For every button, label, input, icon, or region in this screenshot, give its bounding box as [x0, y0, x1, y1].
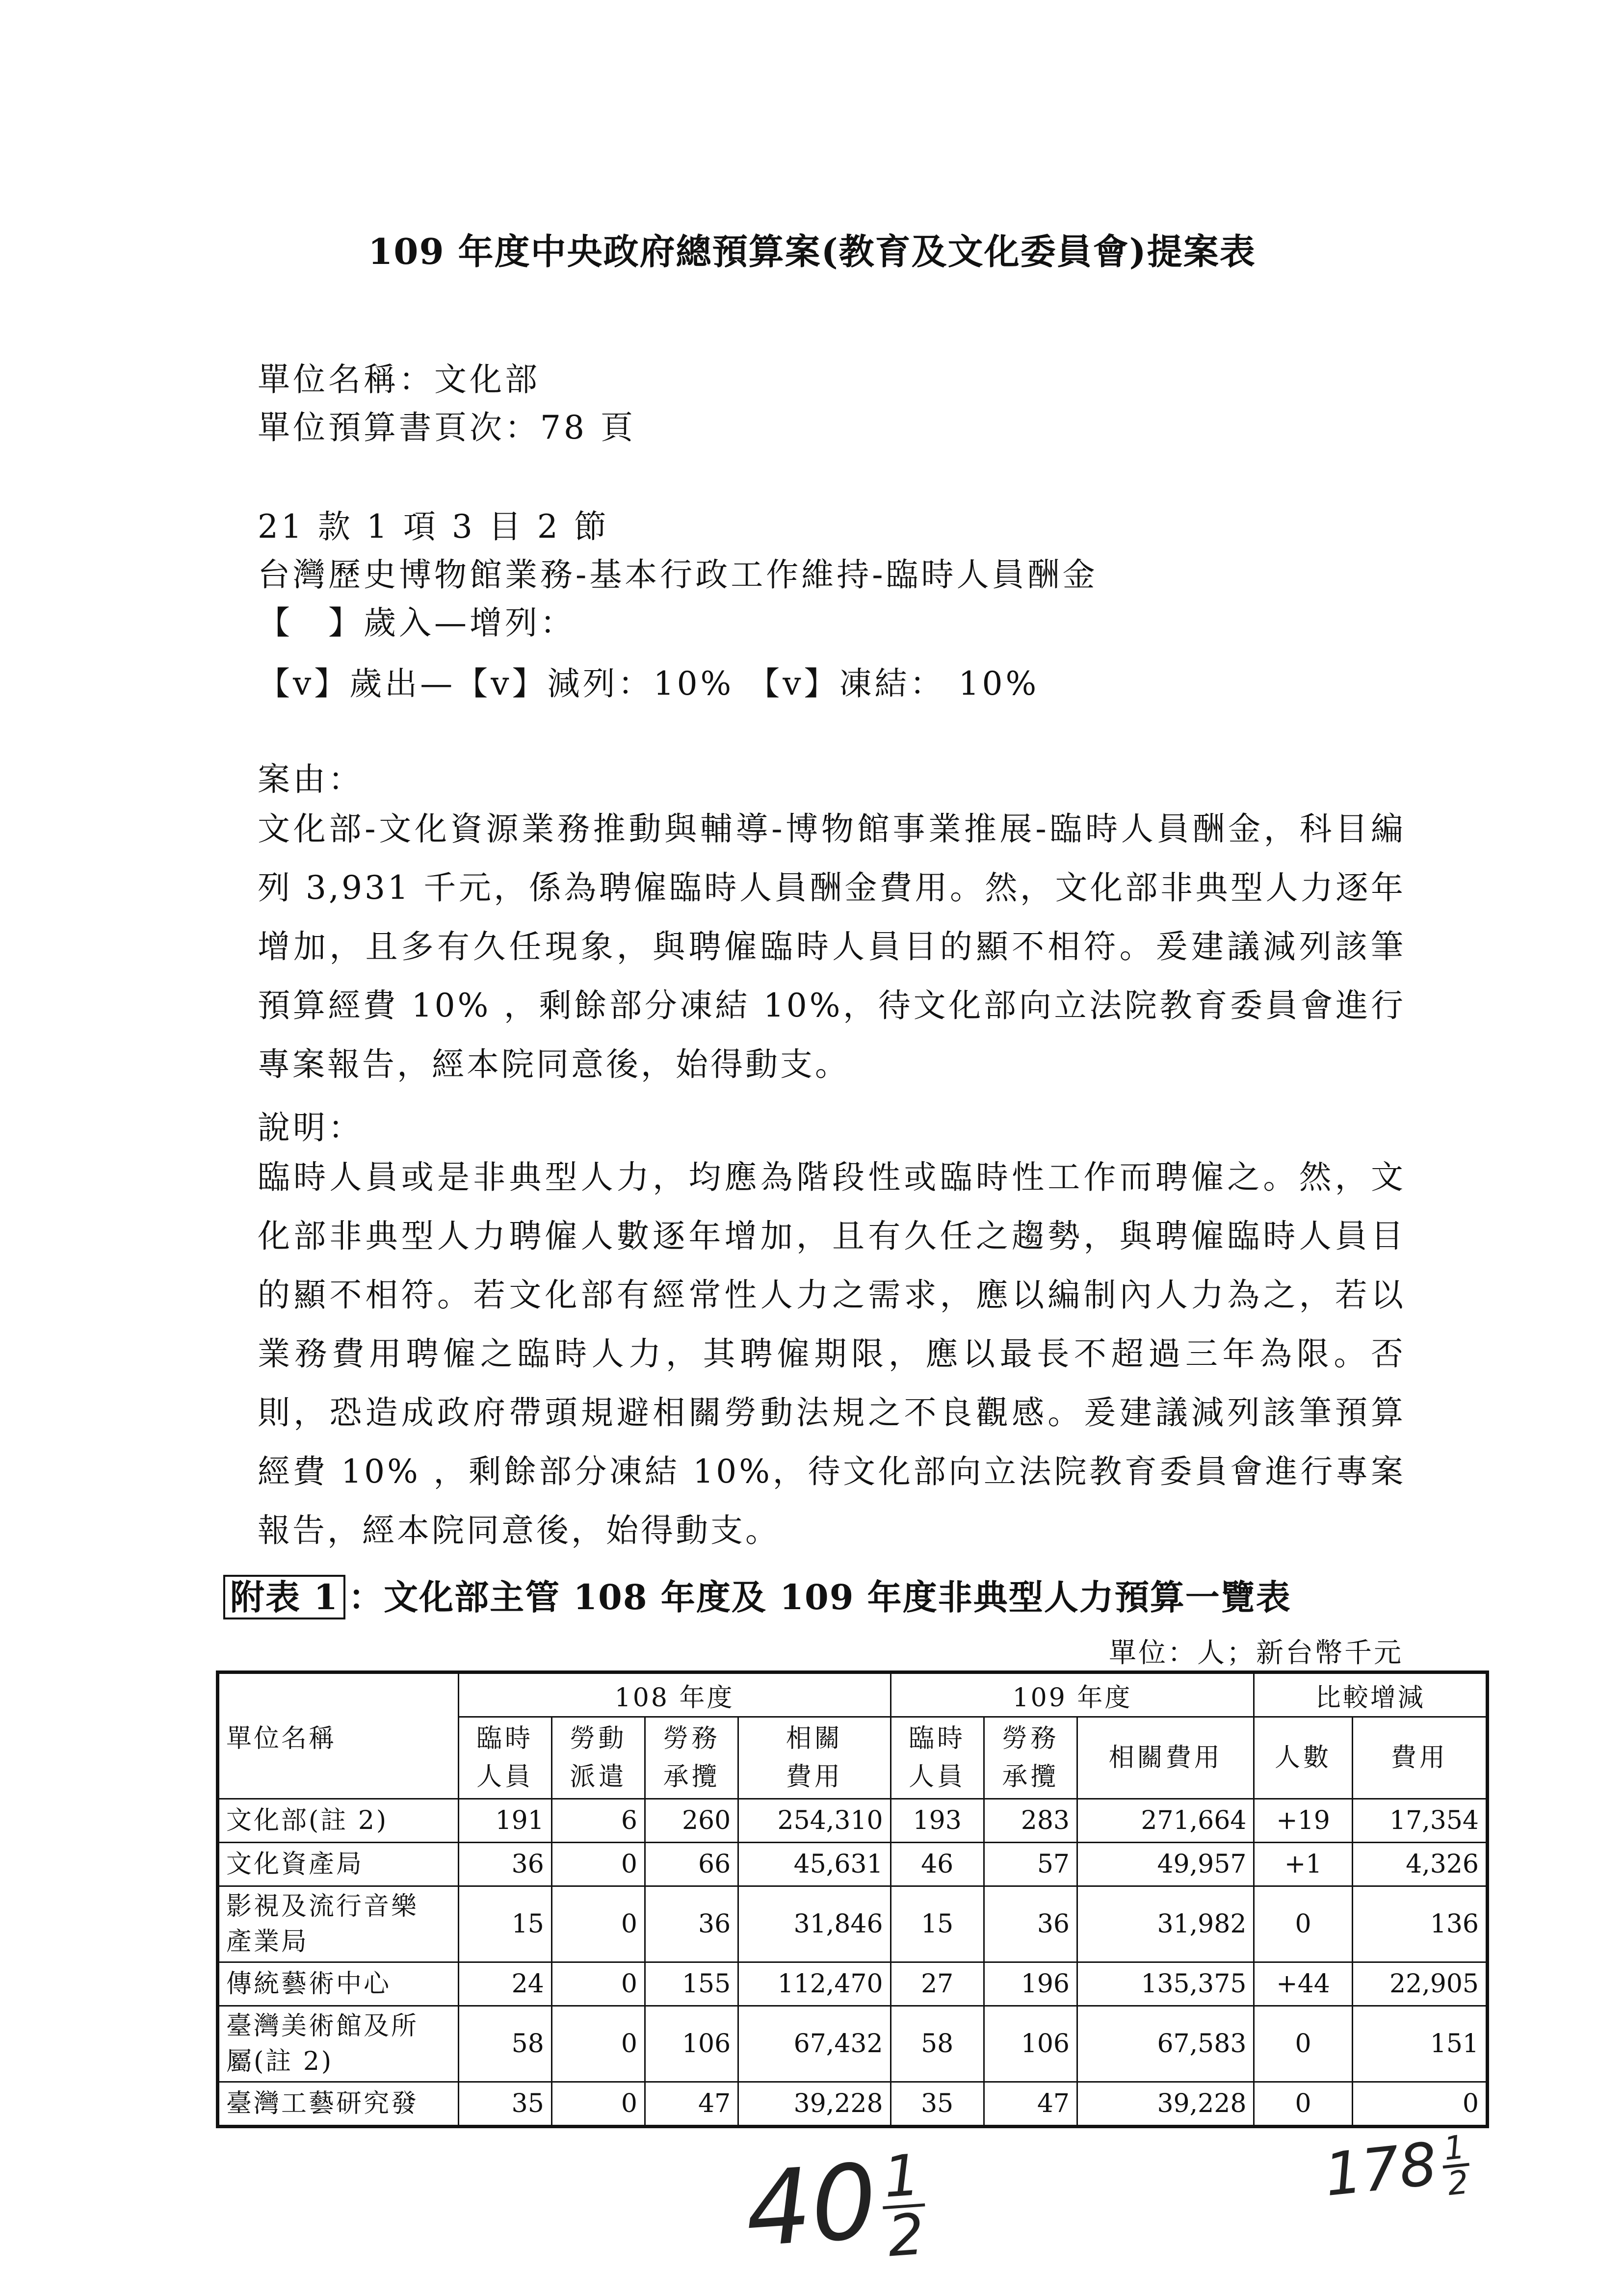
- table-row: [218, 1886, 1488, 1962]
- cell-related-108: 67,432: [738, 2006, 891, 2082]
- cell-diff-cost: 22,905: [1352, 1962, 1487, 2006]
- cell-temp-108: 191: [458, 1799, 551, 1843]
- header-diff: 比較增減: [1254, 1672, 1488, 1717]
- handwritten-side-number-whole: 178: [1321, 2130, 1441, 2210]
- cell-diff-cost: 0: [1352, 2082, 1487, 2127]
- cell-temp-109: 46: [891, 1843, 984, 1886]
- table-caption-text: ：文化部主管 108 年度及 109 年度非典型人力預算一覽表: [348, 1577, 1291, 1618]
- header-related-108: 相關 費用: [738, 1717, 891, 1799]
- handwritten-side-number: [1321, 2127, 1473, 2213]
- header-cost: 費用: [1352, 1717, 1487, 1799]
- handwritten-side-fraction-num: 1: [1440, 2131, 1469, 2168]
- cell-outsource-109: 106: [984, 2006, 1077, 2082]
- handwritten-page-fraction-num: 1: [879, 2147, 925, 2209]
- cell-diff-cost: 136: [1352, 1886, 1487, 1962]
- table-row: [218, 2006, 1488, 2082]
- cell-related-109: 39,228: [1077, 2082, 1254, 2127]
- cell-related-109: 31,982: [1077, 1886, 1254, 1962]
- row-unit-name: 影視及流行音樂 產業局: [218, 1886, 459, 1962]
- unit-name-line: 單位名稱：文化部: [258, 361, 540, 398]
- table-row: [218, 1799, 1488, 1843]
- cell-outsource-108: 47: [645, 2082, 738, 2127]
- handwritten-page-fraction: [879, 2142, 929, 2270]
- cell-diff-people: +1: [1254, 1843, 1352, 1886]
- document-title: 109 年度中央政府總預算案(教育及文化委員會)提案表: [368, 231, 1256, 272]
- explain-label: 說明：: [258, 1109, 364, 1147]
- cell-related-108: 254,310: [738, 1799, 891, 1843]
- table-unit-note: 單位：人；新台幣千元: [1109, 1637, 1403, 1669]
- header-temp-109: 臨時 人員: [891, 1717, 984, 1799]
- row-unit-name: 傳統藝術中心: [218, 1962, 459, 2006]
- cell-outsource-108: 66: [645, 1843, 738, 1886]
- handwritten-page-number-whole: 40: [741, 2141, 881, 2270]
- cell-diff-cost: 17,354: [1352, 1799, 1487, 1843]
- table-row: [218, 1962, 1488, 2006]
- cell-related-109: 271,664: [1077, 1799, 1254, 1843]
- cell-outsource-108: 260: [645, 1799, 738, 1843]
- cell-outsource-108: 106: [645, 2006, 738, 2082]
- cell-temp-109: 193: [891, 1799, 984, 1843]
- cell-related-109: 67,583: [1077, 2006, 1254, 2082]
- unit-page-line: 單位預算書頁次：78 頁: [258, 409, 636, 446]
- cell-related-108: 112,470: [738, 1962, 891, 2006]
- revenue-line: 【 】歲入—增列：: [258, 604, 576, 642]
- table-row: [218, 2082, 1488, 2127]
- cell-dispatch-108: 0: [551, 2082, 645, 2127]
- cell-dispatch-108: 0: [551, 1886, 645, 1962]
- cell-related-108: 31,846: [738, 1886, 891, 1962]
- cell-temp-109: 35: [891, 2082, 984, 2127]
- cell-temp-108: 36: [458, 1843, 551, 1886]
- cell-outsource-109: 283: [984, 1799, 1077, 1843]
- header-people: 人數: [1254, 1717, 1352, 1799]
- reason-label: 案由：: [258, 760, 364, 798]
- cell-outsource-109: 36: [984, 1886, 1077, 1962]
- table-caption-box: 附表 1: [223, 1575, 345, 1619]
- cell-related-109: 135,375: [1077, 1962, 1254, 2006]
- row-unit-name: 臺灣工藝研究發: [218, 2082, 459, 2127]
- cell-outsource-108: 36: [645, 1886, 738, 1962]
- cell-temp-109: 27: [891, 1962, 984, 2006]
- cell-temp-109: 58: [891, 2006, 984, 2082]
- budget-table: [216, 1670, 1489, 2128]
- cell-diff-people: 0: [1254, 2006, 1352, 2082]
- header-108: 108 年度: [458, 1672, 891, 1717]
- cell-dispatch-108: 0: [551, 2006, 645, 2082]
- handwritten-side-fraction: [1440, 2128, 1473, 2203]
- cell-diff-people: 0: [1254, 2082, 1352, 2127]
- item-line: 台灣歷史博物館業務-基本行政工作維持-臨時人員酬金: [258, 556, 1098, 594]
- cell-temp-108: 15: [458, 1886, 551, 1962]
- handwritten-page-fraction-den: 2: [886, 2202, 926, 2270]
- header-109: 109 年度: [891, 1672, 1254, 1717]
- cell-outsource-109: 196: [984, 1962, 1077, 2006]
- cell-diff-people: +19: [1254, 1799, 1352, 1843]
- cell-outsource-109: 47: [984, 2082, 1077, 2127]
- table-row: [218, 1843, 1488, 1886]
- cell-dispatch-108: 0: [551, 1962, 645, 2006]
- cell-related-108: 39,228: [738, 2082, 891, 2127]
- cell-temp-108: 35: [458, 2082, 551, 2127]
- row-unit-name: 臺灣美術館及所 屬(註 2): [218, 2006, 459, 2082]
- cell-diff-people: +44: [1254, 1962, 1352, 2006]
- cell-diff-cost: 4,326: [1352, 1843, 1487, 1886]
- cell-temp-108: 24: [458, 1962, 551, 2006]
- explain-text: 臨時人員或是非典型人力，均應為階段性或臨時性工作而聘僱之。然，文化部非典型人力聘僱人數逐年增加，且有久任之趨勢，與聘僱臨時人員目的顯不相符。若文化部有經常性人力之需求，應以編制內人力為之，若以業務費用聘僱之臨時人力，其聘僱期限，應以最長不超過三年為限。否則，恐造成政府帶頭規避相關勞動法規之不良觀感。爰建議減列該筆預算經費 10% ，剩餘部分凍結 10%，待文化部向立法院教育委員會進行專案報告，經本院同意後，始得動支。: [258, 1158, 1406, 1549]
- cell-related-109: 49,957: [1077, 1843, 1254, 1886]
- cell-diff-people: 0: [1254, 1886, 1352, 1962]
- cell-temp-109: 15: [891, 1886, 984, 1962]
- header-temp-108: 臨時 人員: [458, 1717, 551, 1799]
- table-caption: [223, 1570, 1291, 1619]
- handwritten-side-fraction-den: 2: [1445, 2163, 1470, 2203]
- header-outsource-108: 勞務 承攬: [645, 1717, 738, 1799]
- cell-outsource-108: 155: [645, 1962, 738, 2006]
- expense-line: 【v】歲出—【v】減列：10% 【v】凍結： 10%: [258, 665, 1040, 703]
- cell-outsource-109: 57: [984, 1843, 1077, 1886]
- handwritten-page-number: [742, 2138, 929, 2276]
- header-related-109: 相關費用: [1077, 1717, 1254, 1799]
- cell-temp-108: 58: [458, 2006, 551, 2082]
- header-dispatch-108: 勞動 派遣: [551, 1717, 645, 1799]
- row-unit-name: 文化部(註 2): [218, 1799, 459, 1843]
- cell-dispatch-108: 0: [551, 1843, 645, 1886]
- cell-diff-cost: 151: [1352, 2006, 1487, 2082]
- cell-dispatch-108: 6: [551, 1799, 645, 1843]
- header-unit-name: 單位名稱: [218, 1672, 459, 1799]
- cell-related-108: 45,631: [738, 1843, 891, 1886]
- section-line: 21 款 1 項 3 目 2 節: [258, 508, 609, 546]
- header-outsource-109: 勞務 承攬: [984, 1717, 1077, 1799]
- reason-text: 文化部-文化資源業務推動與輔導-博物館事業推展-臨時人員酬金，科目編列 3,931 千元，係為聘僱臨時人員酬金費用。然，文化部非典型人力逐年增加，且多有久任現象，與聘僱臨時人員目的顯不相符。爰建議減列該筆預算經費 10% ，剩餘部分凍結 10%，待文化部向立法院教育委員會進行專案報告，經本院同意後，始得動支。: [258, 810, 1406, 1083]
- row-unit-name: 文化資產局: [218, 1843, 459, 1886]
